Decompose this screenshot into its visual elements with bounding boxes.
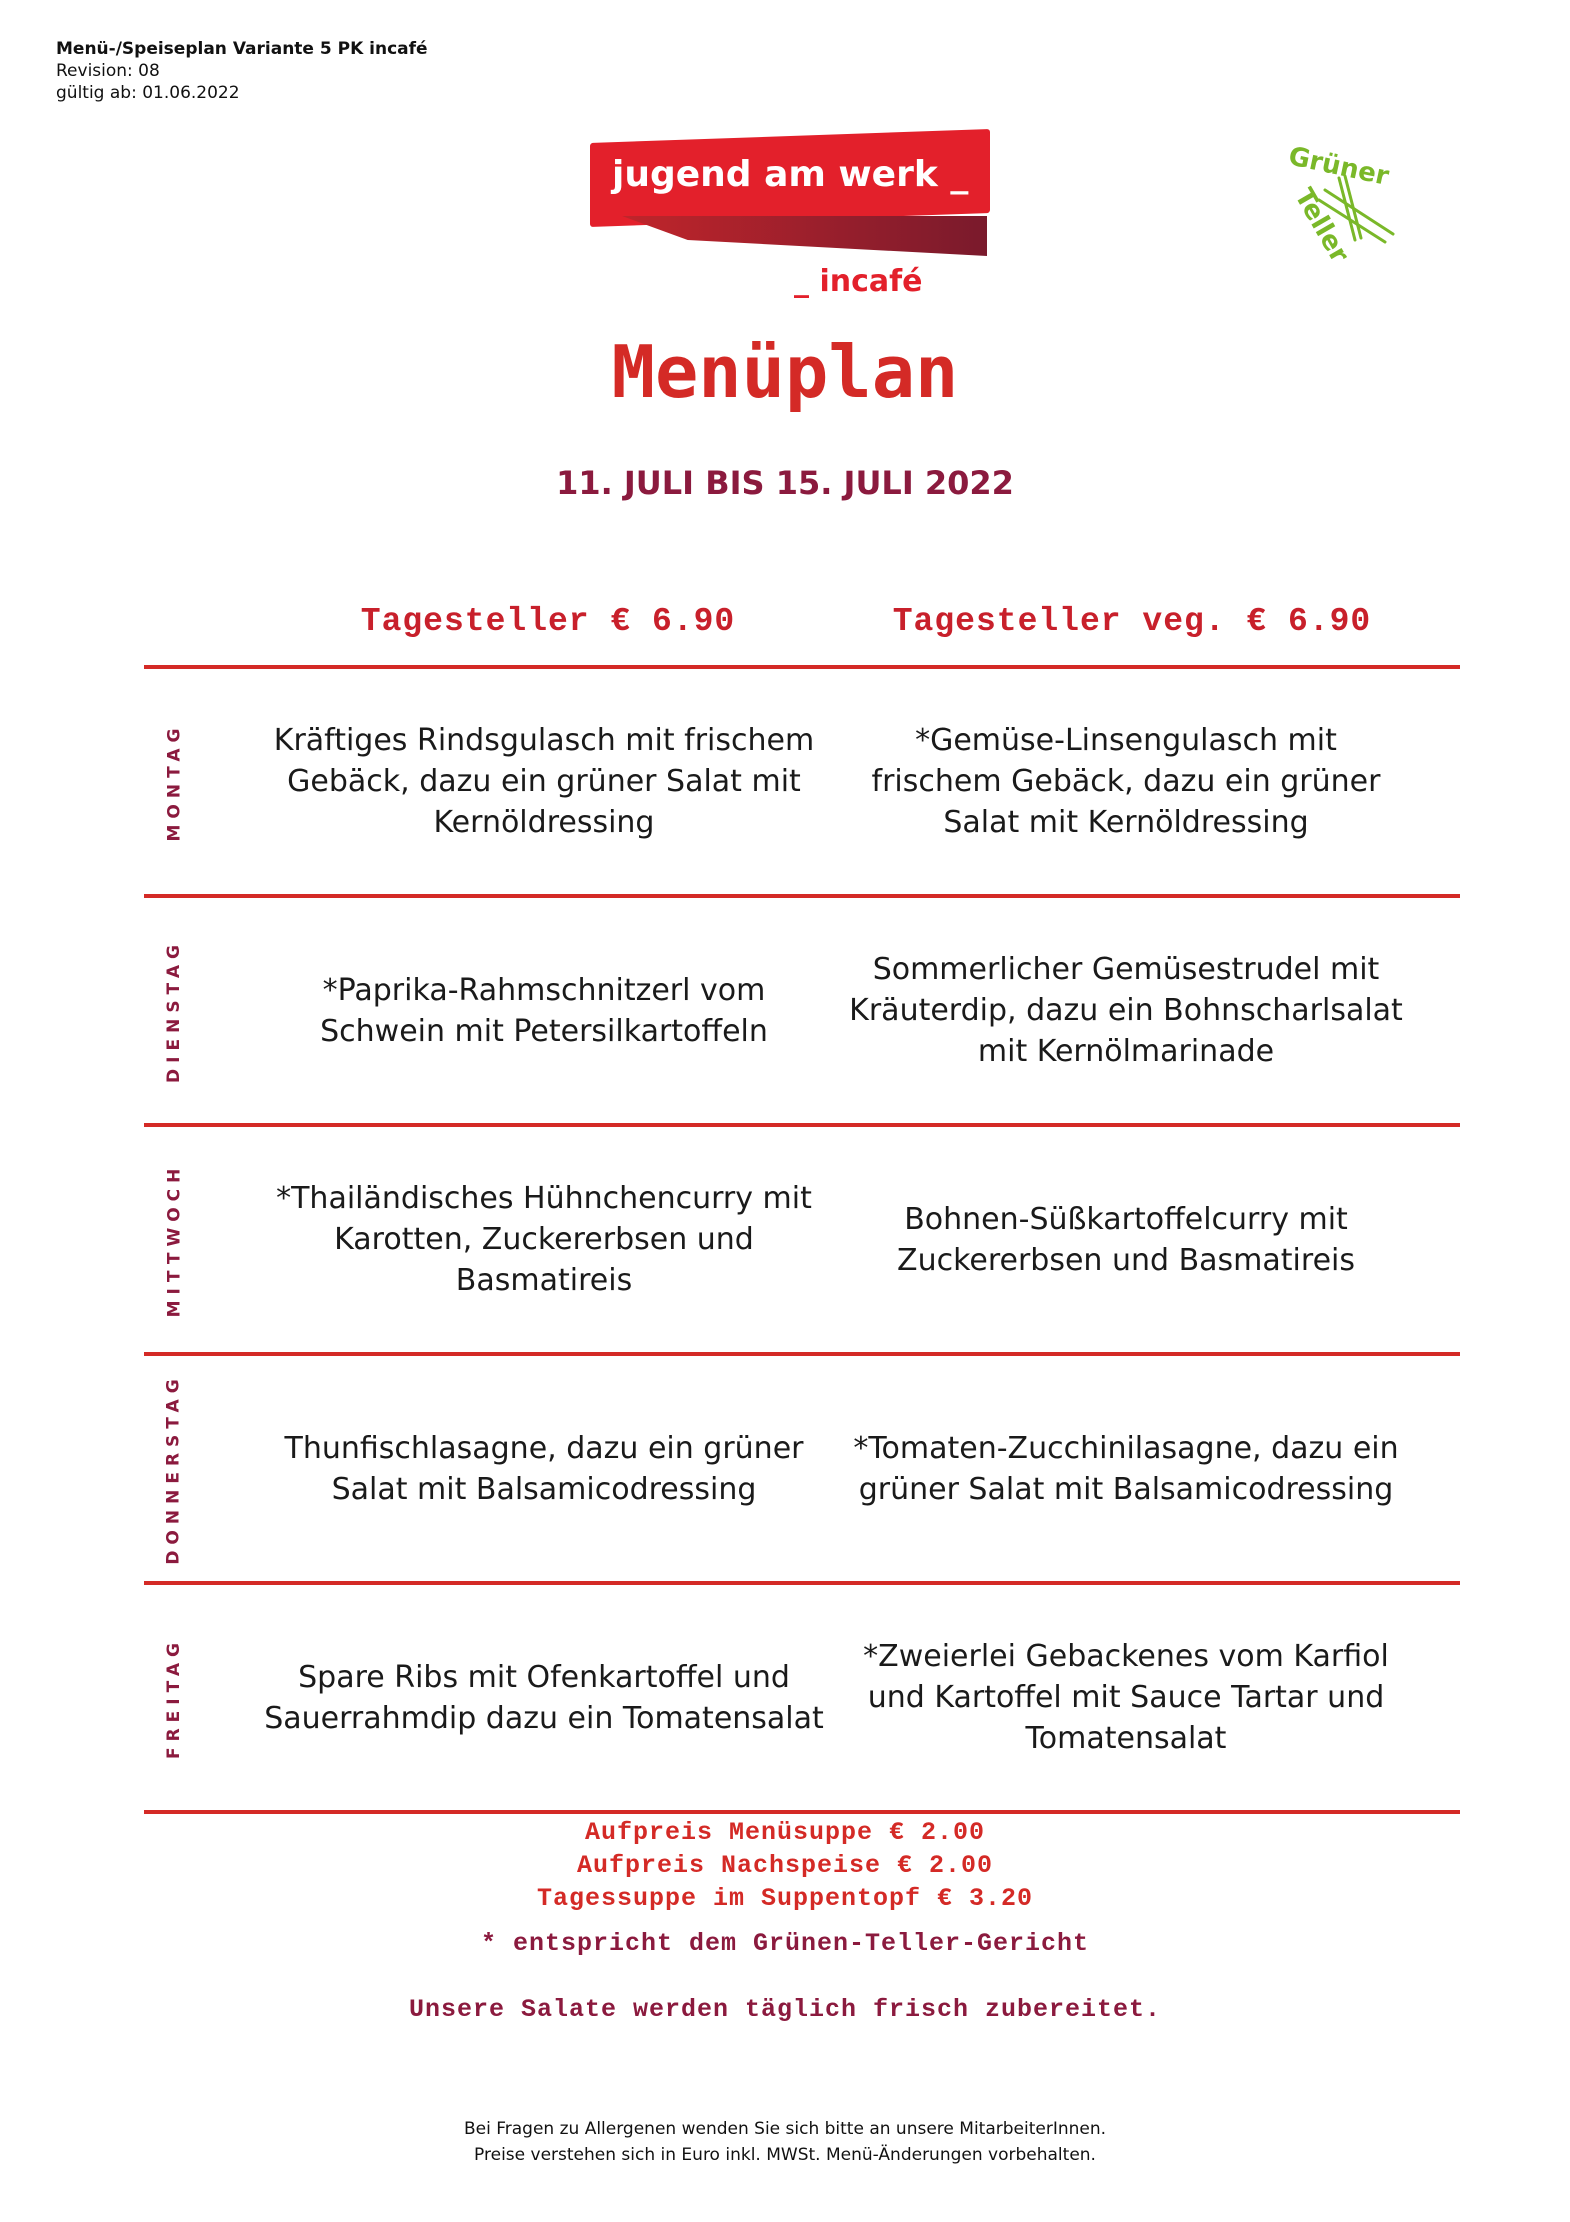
document-meta bbox=[56, 38, 428, 104]
day-label: MONTAG bbox=[164, 722, 185, 841]
badge-line1: Grüner bbox=[1285, 141, 1392, 192]
day-label: FREITAG bbox=[164, 1636, 184, 1759]
table-divider bbox=[144, 1810, 1460, 1814]
footer-price-note: Preise verstehen sich in Euro inkl. MWSt. Menü-Änderungen vorbehalten. bbox=[474, 2145, 1096, 2165]
day-label: DONNERSTAG bbox=[164, 1372, 185, 1565]
meta-revision: Revision: 08 bbox=[56, 61, 160, 81]
dish-tagesteller: *Thailändisches Hühnchencurry mit Karotten, Zuckererbsen und Basmatireis bbox=[276, 1181, 812, 1298]
footer-allergen-note: Bei Fragen zu Allergenen wenden Sie sich bitte an unsere MitarbeiterInnen. bbox=[463, 2119, 1107, 2139]
menu-table bbox=[144, 665, 1460, 1814]
surcharge-menusuppe: Aufpreis Menüsuppe € 2.00 bbox=[584, 1818, 986, 1847]
salad-note: Unsere Salate werden täglich frisch zubereitet. bbox=[408, 1995, 1162, 2024]
meta-title: Menü-/Speiseplan Variante 5 PK incafé bbox=[56, 39, 428, 59]
column-header-tagesteller: Tagesteller € 6.90 bbox=[360, 603, 736, 640]
dish-tagesteller-veg: *Gemüse-Linsengulasch mit frischem Gebäck, dazu ein grüner Salat mit Kernöldressing bbox=[871, 723, 1381, 840]
dish-tagesteller: Spare Ribs mit Ofenkartoffel und Sauerrahmdip dazu ein Tomatensalat bbox=[264, 1659, 824, 1736]
menu-row-dienstag bbox=[144, 898, 1460, 1123]
day-label-cell bbox=[162, 1127, 186, 1352]
dish-tagesteller-veg: Bohnen-Süßkartoffelcurry mit Zuckererbsen und Basmatireis bbox=[897, 1201, 1355, 1278]
footer bbox=[0, 2116, 1570, 2168]
dish-tagesteller-veg: Sommerlicher Gemüsestrudel mit Kräuterdip, dazu ein Bohnscharlsalat mit Kernölmarinade bbox=[849, 952, 1403, 1069]
day-label: DIENSTAG bbox=[164, 938, 185, 1083]
surcharge-list bbox=[0, 1816, 1570, 1915]
badge-line2: Teller bbox=[1288, 183, 1355, 268]
day-label-cell bbox=[162, 1356, 186, 1581]
day-label-cell bbox=[162, 898, 186, 1123]
day-label-cell bbox=[162, 1585, 186, 1810]
page-title: Menüplan bbox=[611, 330, 959, 414]
logo-text: jugend am werk _ bbox=[612, 154, 969, 195]
dish-tagesteller-veg: *Tomaten-Zucchinilasagne, dazu ein grüner Salat mit Balsamicodressing bbox=[853, 1430, 1399, 1507]
gruener-teller-note: * entspricht dem Grünen-Teller-Gericht bbox=[480, 1929, 1090, 1958]
menu-row-montag bbox=[144, 669, 1460, 894]
gruener-teller-icon bbox=[1255, 130, 1415, 270]
dish-tagesteller-veg: *Zweierlei Gebackenes vom Karfiol und Kartoffel mit Sauce Tartar und Tomatensalat bbox=[863, 1639, 1389, 1756]
surcharge-nachspeise: Aufpreis Nachspeise € 2.00 bbox=[576, 1851, 994, 1880]
day-label: MITTWOCH bbox=[164, 1162, 185, 1317]
dish-tagesteller: Thunfischlasagne, dazu ein grüner Salat mit Balsamicodressing bbox=[284, 1430, 804, 1507]
logo-subtitle: _ incafé bbox=[794, 264, 923, 299]
dish-tagesteller: *Paprika-Rahmschnitzerl vom Schwein mit Petersilkartoffeln bbox=[320, 972, 768, 1049]
jugend-am-werk-logo bbox=[582, 130, 1002, 310]
logo-dark-band bbox=[622, 216, 987, 256]
menu-row-mittwoch bbox=[144, 1127, 1460, 1352]
menu-row-donnerstag bbox=[144, 1356, 1460, 1581]
surcharge-tagessuppe: Tagessuppe im Suppentopf € 3.20 bbox=[536, 1884, 1034, 1913]
day-label-cell bbox=[162, 669, 186, 894]
dish-tagesteller: Kräftiges Rindsgulasch mit frischem Gebäck, dazu ein grüner Salat mit Kernöldressing bbox=[273, 723, 815, 840]
meta-valid-from: gültig ab: 01.06.2022 bbox=[56, 83, 240, 103]
menu-row-freitag bbox=[144, 1585, 1460, 1810]
gruener-teller-badge bbox=[1255, 130, 1415, 270]
date-range: 11. JULI BIS 15. JULI 2022 bbox=[556, 464, 1014, 502]
column-header-tagesteller-veg: Tagesteller veg. € 6.90 bbox=[892, 603, 1372, 640]
